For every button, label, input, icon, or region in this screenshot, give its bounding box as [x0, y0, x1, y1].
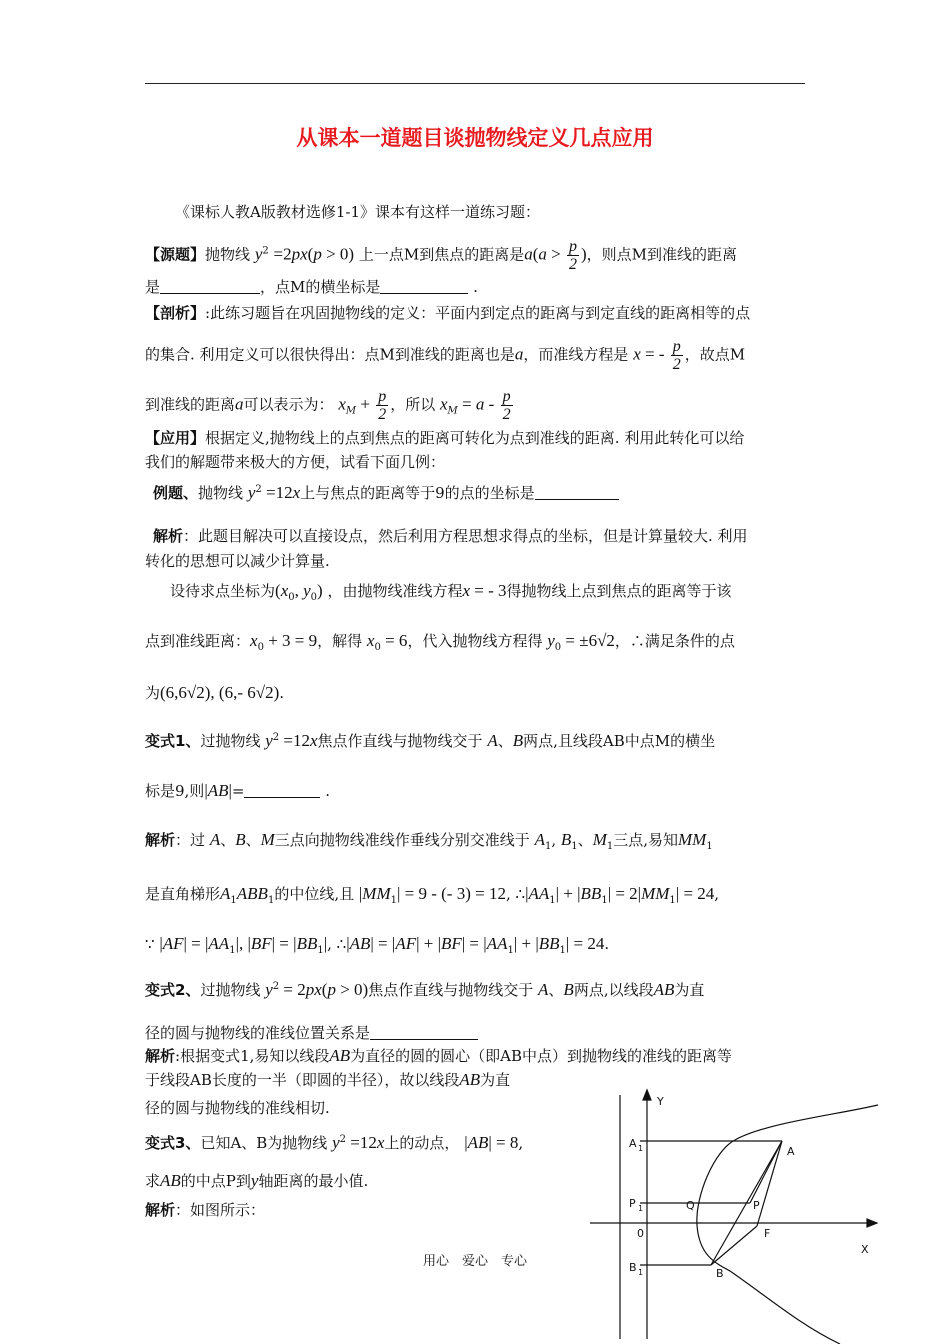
- variant2-sol-line-2: 于线段AB长度的一半（即圆的半径），故以线段AB为直: [145, 1070, 511, 1089]
- variant1-line-1: 变式1、过抛物线 $y^2 =12x$焦点作直线与抛物线交于 A、B两点,且线段AB中点M的横坐: [145, 731, 716, 750]
- variant2-line-1: 变式2、过抛物线 $y^2 = 2px(p > 0)$焦点作直线与抛物线交于 A、B两点,以线段AB为直: [145, 980, 705, 999]
- answer-blank[interactable]: [535, 485, 619, 500]
- label-o: 0: [637, 1227, 644, 1240]
- label-b1: B: [629, 1261, 637, 1274]
- ex-solution-line-3: 设待求点坐标为($x_0$, $y_0$) ，由抛物线准线方程x = - 3得抛物线上点到焦点的距离等于该: [170, 581, 732, 603]
- analysis-line-1: 【剖析】:此练习题旨在巩固抛物线的定义：平面内到定点的距离与到定直线的距离相等的点: [145, 304, 751, 322]
- variant2-sol-line-1: 解析:根据变式1,易知以线段AB为直径的圆的圆心（即AB中点）到抛物线的准线的距离等: [145, 1046, 733, 1065]
- label-y: Y: [657, 1095, 664, 1108]
- variant2-line-2: 径的圆与抛物线的准线位置关系是: [145, 1023, 478, 1043]
- source-line-1: 【源题】抛物线 $y^2 =2px(p > 0)$ 上一点M到焦点的距离是a(a > $\frac{p}{2}$ )，则点M到准线的距离: [145, 238, 738, 273]
- label-a1: A: [629, 1137, 637, 1150]
- variant1-sol-line-1: 解析：过 A、B、M三点向抛物线准线作垂线分别交准线于 $A_1$, $B_1$、$M_1$三点,易知$MM_1$: [145, 830, 713, 852]
- variant1-line-2: 标是9,则|AB|= .: [145, 781, 331, 800]
- variant3-line-1: 变式3、已知A、B为抛物线 $y^2 =12x$上的动点， |AB| = 8,: [145, 1133, 524, 1152]
- application-line-1: 【应用】根据定义,抛物线上的点到焦点的距离可转化为点到准线的距离. 利用此转化可以给: [145, 429, 745, 447]
- variant3-line-2: 求AB的中点P到y轴距离的最小值.: [145, 1171, 369, 1190]
- top-rule: [145, 83, 805, 84]
- answer-blank[interactable]: [370, 1025, 478, 1040]
- y-arrow: [643, 1090, 651, 1100]
- page-title: 从课本一道题目谈抛物线定义几点应用: [296, 126, 654, 150]
- application-line-2: 我们的解题带来极大的方便，试看下面几例：: [145, 453, 446, 471]
- ex-solution-line-5: 为(6,6√2), (6,- 6√2).: [145, 683, 285, 702]
- source-line-2: 是 ，点M的横坐标是 .: [145, 278, 478, 296]
- label-p1-sub: 1: [638, 1204, 644, 1213]
- analysis-line-2: 的集合. 利用定义可以很快得出：点M到准线的距离也是a，而准线方程是 x = - $\frac{p}{2}$ ，故点M: [145, 338, 746, 373]
- variant3-sol-line: 解析：如图所示：: [145, 1201, 266, 1219]
- ex-solution-line-2: 转化的思想可以减少计算量.: [145, 552, 330, 570]
- label-p: P: [753, 1199, 760, 1212]
- parabola-figure: [585, 1085, 885, 1344]
- label-q: Q: [686, 1199, 695, 1212]
- example-line: 例题、抛物线 $y^2 =12x$上与焦点的距离等于9的点的坐标是: [153, 480, 619, 503]
- label-p1: P: [629, 1197, 636, 1210]
- variant1-sol-line-2: 是直角梯形$A_1ABB_1$的中位线,且 $|MM_1| = 9$ - (- 3) = 12, $\therefore|AA_1| + |BB_1| = 2|MM_1| = 24$,: [145, 884, 720, 906]
- label-a1-sub: 1: [638, 1144, 644, 1153]
- label-f: F: [764, 1227, 771, 1240]
- variant2-sol-line-3: 径的圆与抛物线的准线相切.: [145, 1099, 330, 1117]
- analysis-line-3: 到准线的距离a可以表示为： $x_M$ + $\frac{p}{2}$ ，所以 $x_M = a$ - $\frac{p}{2}$: [145, 388, 511, 423]
- label-x: X: [861, 1243, 869, 1256]
- intro-line: 《课标人教A版教材选修1-1》课本有这样一道练习题：: [175, 203, 540, 221]
- page-footer: 用心 爱心 专心: [422, 1254, 527, 1269]
- label-a: A: [787, 1145, 795, 1158]
- segment-af: [757, 1141, 782, 1226]
- x-arrow: [867, 1219, 877, 1227]
- ex-solution-line-1: 解析：此题目解决可以直接设点，然后利用方程思想求得点的坐标，但是计算量较大. 利用: [153, 527, 748, 545]
- label-b: B: [716, 1267, 724, 1280]
- answer-blank[interactable]: [244, 783, 320, 798]
- answer-blank[interactable]: [160, 279, 260, 294]
- ex-solution-line-4: 点到准线距离：$x_0 + 3 = 9$，解得 $x_0 = 6$，代入抛物线方程得 $y_0 = \pm 6√2$，∴满足条件的点: [145, 631, 735, 653]
- label-b1-sub: 1: [638, 1268, 644, 1277]
- answer-blank[interactable]: [380, 279, 468, 294]
- variant1-sol-line-3: ∵ $|AF| = |AA_1|$, $|BF| = |BB_1|$, ∴|AB| = $|AF| + |BF| = |AA_1| + |BB_1| = 24$.: [145, 934, 610, 956]
